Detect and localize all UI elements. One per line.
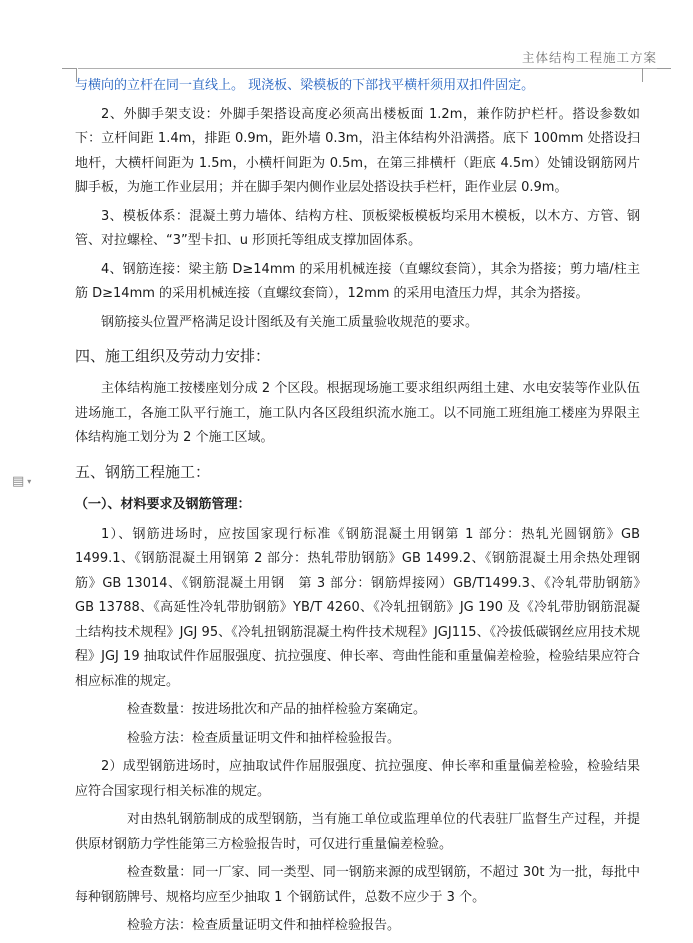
paragraph: 检查数量：同一厂家、同一类型、同一钢筋来源的成型钢筋，不超过 30t 为一批，每批中每种钢筋牌号、规格均应至少抽取 1 个钢筋试件，总数不应少于 3 个。 — [75, 865, 640, 905]
crop-mark-right-h — [657, 68, 671, 69]
paragraph: 钢筋接头位置严格满足设计图纸及有关施工质量验收规范的要求。 — [101, 314, 479, 330]
subsection-heading: （一）、材料要求及钢筋管理： — [75, 496, 251, 512]
section-heading: 四、施工组织及劳动力安排： — [75, 347, 271, 365]
paragraph: 3、模板体系：混凝土剪力墙体、结构方柱、顶板梁板模板均采用木模板，以木方、方管、钢管、对拉螺栓、“3”型卡扣、u 形顶托等组成支撑加固体系。 — [75, 208, 640, 248]
paragraph: 检验方法：检查质量证明文件和抽样检验报告。 — [127, 730, 401, 746]
chevron-down-icon[interactable]: ▾ — [27, 477, 32, 486]
paragraph: 对由热轧钢筋制成的成型钢筋，当有施工单位或监理单位的代表驻厂监督生产过程，并提供原材钢筋力学性能第三方检验报告时，可仅进行重量偏差检验。 — [75, 812, 640, 852]
paragraph: 1）、钢筋进场时，应按国家现行标准《钢筋混凝土用钢第 1 部分：热轧光圆钢筋》GB 1499.1、《钢筋混凝土用钢第 2 部分：热轧带肋钢筋》GB 1499.2、《钢筋混凝土用余热处理钢筋》GB 13014、《钢筋混凝土用钢 第 3 部分：钢筋焊接网）GB/T1499.3、《冷轧带肋钢筋》 GB 13788、《高延性冷轧带肋钢筋》YB/T 4260、《冷轧扭钢筋》JG 190 及《冷轧带肋钢筋混凝土结构技术规程》JGJ 95、《冷轧扭钢筋混凝土构件技术规程》JGJ115、《冷拔低碳钢丝应用技术规程》JGJ 19 抽取试件作屈服强度、抗拉强度、伸长率、弯曲性能和重量偏差检验，检验结果应符合相应标准的规定。 — [75, 526, 654, 689]
document-body — [75, 74, 654, 943]
document-icon[interactable] — [12, 474, 31, 489]
paragraph: 主体结构施工按楼座划分成 2 个区段。根据现场施工要求组织两组土建、水电安装等作业队伍进场施工，各施工队平行施工，施工队内各区段组织流水施工。以不同施工班组施工楼座为界限主体结构施工划分为 2 个施工区域。 — [75, 381, 640, 445]
paragraph: 2、外脚手架支设：外脚手架搭设高度必须高出楼板面 1.2m，兼作防护栏杆。搭设参数如下：立杆间距 1.4m，排距 0.9m，距外墙 0.3m，沿主体结构外沿满搭。底下 100mm 处搭设扫地杆，大横杆间距为 1.5m，小横杆间距为 0.5m，在第三排横杆（距底 4.5m）处铺设钢筋网片脚手板，为施工作业层用；并在脚手架内侧作业层处搭设扶手栏杆，距作业层 0.9m。 — [75, 106, 640, 195]
running-header: 主体结构工程施工方案 — [521, 50, 657, 65]
section-heading: 五、钢筋工程施工： — [75, 462, 211, 481]
document-glyph: ▤ — [12, 474, 25, 489]
paragraph: 检查数量：按进场批次和产品的抽样检验方案确定。 — [127, 702, 427, 717]
crop-mark-left-h — [62, 68, 76, 69]
paragraph: 4、钢筋连接：梁主筋 D≥14mm 的采用机械连接（直螺纹套筒），其余为搭接；剪力墙/柱主筋 D≥14mm 的采用机械连接（直螺纹套筒），12mm 的采用电渣压力焊，其余为搭接。 — [75, 261, 640, 301]
paragraph: 与横向的立杆在同一直线上。 现浇板、梁模板的下部找平横杆须用双扣件固定。 — [75, 78, 535, 93]
paragraph: 检验方法：检查质量证明文件和抽样检验报告。 — [127, 918, 401, 933]
paragraph: 2）成型钢筋进场时，应抽取试件作屈服强度、抗拉强度、伸长率和重量偏差检验，检验结果应符合国家现行相关标准的规定。 — [75, 759, 640, 799]
crop-mark-right — [642, 68, 657, 82]
header-rule — [78, 68, 657, 69]
